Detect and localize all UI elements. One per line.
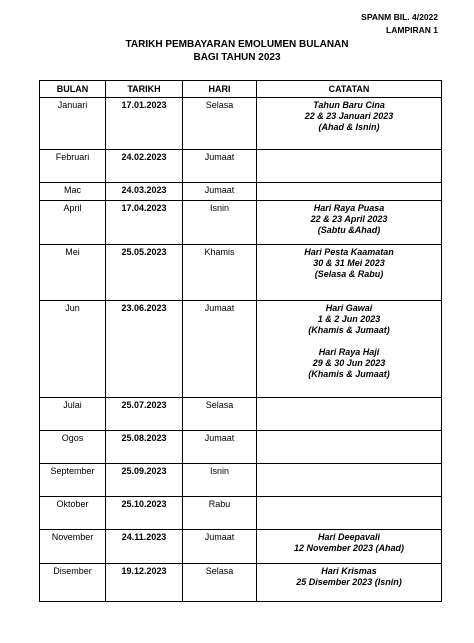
cell-tarikh: 23.06.2023 xyxy=(106,301,183,398)
table-row xyxy=(40,398,442,431)
cell-hari: Selasa xyxy=(183,398,257,431)
cell-tarikh: 17.01.2023 xyxy=(106,98,183,150)
cell-catatan xyxy=(257,564,442,602)
cell-catatan xyxy=(257,530,442,564)
catatan-line: 22 & 23 Januari 2023 xyxy=(304,111,394,121)
catatan-line: 29 & 30 Jun 2023 xyxy=(312,358,386,368)
cell-hari: Rabu xyxy=(183,497,257,530)
cell-catatan xyxy=(257,464,442,497)
catatan-line: (Khamis & Jumaat) xyxy=(308,369,390,379)
table-row xyxy=(40,431,442,464)
catatan-line: Hari Raya Haji xyxy=(318,347,380,357)
cell-tarikh: 25.10.2023 xyxy=(106,497,183,530)
column-header-hari: HARI xyxy=(183,81,257,98)
table-row xyxy=(40,183,442,201)
cell-catatan xyxy=(257,398,442,431)
cell-bulan: November xyxy=(40,530,106,564)
cell-hari: Isnin xyxy=(183,201,257,245)
cell-bulan: Julai xyxy=(40,398,106,431)
catatan-line: (Ahad & Isnin) xyxy=(318,122,380,132)
cell-bulan: Mac xyxy=(40,183,106,201)
cell-bulan: Oktober xyxy=(40,497,106,530)
table-row xyxy=(40,201,442,245)
cell-hari: Selasa xyxy=(183,98,257,150)
cell-bulan: Jun xyxy=(40,301,106,398)
cell-tarikh: 25.08.2023 xyxy=(106,431,183,464)
cell-tarikh: 24.11.2023 xyxy=(106,530,183,564)
cell-hari: Jumaat xyxy=(183,431,257,464)
cell-hari: Khamis xyxy=(183,245,257,301)
table-row xyxy=(40,301,442,398)
cell-catatan xyxy=(257,301,442,398)
cell-catatan xyxy=(257,431,442,464)
catatan-line: (Selasa & Rabu) xyxy=(314,269,384,279)
cell-bulan: September xyxy=(40,464,106,497)
document-reference: SPANM BIL. 4/2022 xyxy=(361,12,438,22)
cell-hari: Jumaat xyxy=(183,530,257,564)
catatan-line: Hari Deepavali xyxy=(317,532,381,542)
table-row xyxy=(40,98,442,150)
table-header-row xyxy=(40,81,442,98)
catatan-line: (Khamis & Jumaat) xyxy=(308,325,390,335)
document-subtitle: BAGI TAHUN 2023 xyxy=(193,52,281,63)
catatan-line: 25 Disember 2023 (Isnin) xyxy=(296,577,402,587)
cell-bulan: Januari xyxy=(40,98,106,150)
catatan-line: Hari Krismas xyxy=(321,566,377,576)
cell-tarikh: 19.12.2023 xyxy=(106,564,183,602)
cell-catatan xyxy=(257,245,442,301)
cell-bulan: Disember xyxy=(40,564,106,602)
table-row xyxy=(40,497,442,530)
catatan-line: Tahun Baru Cina xyxy=(313,100,385,110)
cell-bulan: Februari xyxy=(40,150,106,183)
catatan-line: Hari Pesta Kaamatan xyxy=(304,247,394,257)
catatan-line xyxy=(260,336,438,347)
cell-catatan xyxy=(257,150,442,183)
catatan-line: 22 & 23 April 2023 xyxy=(310,214,388,224)
payment-schedule-table xyxy=(39,80,442,602)
column-header-catatan: CATATAN xyxy=(257,81,442,98)
column-header-tarikh: TARIKH xyxy=(106,81,183,98)
catatan-line: (Sabtu &Ahad) xyxy=(317,225,381,235)
cell-catatan xyxy=(257,183,442,201)
table-row xyxy=(40,564,442,602)
cell-hari: Jumaat xyxy=(183,150,257,183)
cell-catatan xyxy=(257,497,442,530)
cell-catatan xyxy=(257,201,442,245)
column-header-bulan: BULAN xyxy=(40,81,106,98)
cell-hari: Selasa xyxy=(183,564,257,602)
cell-tarikh: 24.02.2023 xyxy=(106,150,183,183)
cell-tarikh: 24.03.2023 xyxy=(106,183,183,201)
cell-hari: Jumaat xyxy=(183,301,257,398)
cell-bulan: Mei xyxy=(40,245,106,301)
table-row xyxy=(40,464,442,497)
catatan-line: Hari Gawai xyxy=(325,303,373,313)
cell-hari: Jumaat xyxy=(183,183,257,201)
catatan-line: 30 & 31 Mei 2023 xyxy=(313,258,385,268)
cell-tarikh: 25.09.2023 xyxy=(106,464,183,497)
table-row xyxy=(40,150,442,183)
cell-tarikh: 17.04.2023 xyxy=(106,201,183,245)
attachment-label: LAMPIRAN 1 xyxy=(386,25,438,35)
cell-catatan xyxy=(257,98,442,150)
table-row xyxy=(40,530,442,564)
cell-bulan: April xyxy=(40,201,106,245)
cell-tarikh: 25.05.2023 xyxy=(106,245,183,301)
catatan-line: Hari Raya Puasa xyxy=(313,203,385,213)
cell-tarikh: 25.07.2023 xyxy=(106,398,183,431)
catatan-line: 12 November 2023 (Ahad) xyxy=(293,543,405,553)
document-title: TARIKH PEMBAYARAN EMOLUMEN BULANAN xyxy=(125,39,349,50)
cell-bulan: Ogos xyxy=(40,431,106,464)
table-row xyxy=(40,245,442,301)
catatan-line: 1 & 2 Jun 2023 xyxy=(317,314,381,324)
cell-hari: Isnin xyxy=(183,464,257,497)
